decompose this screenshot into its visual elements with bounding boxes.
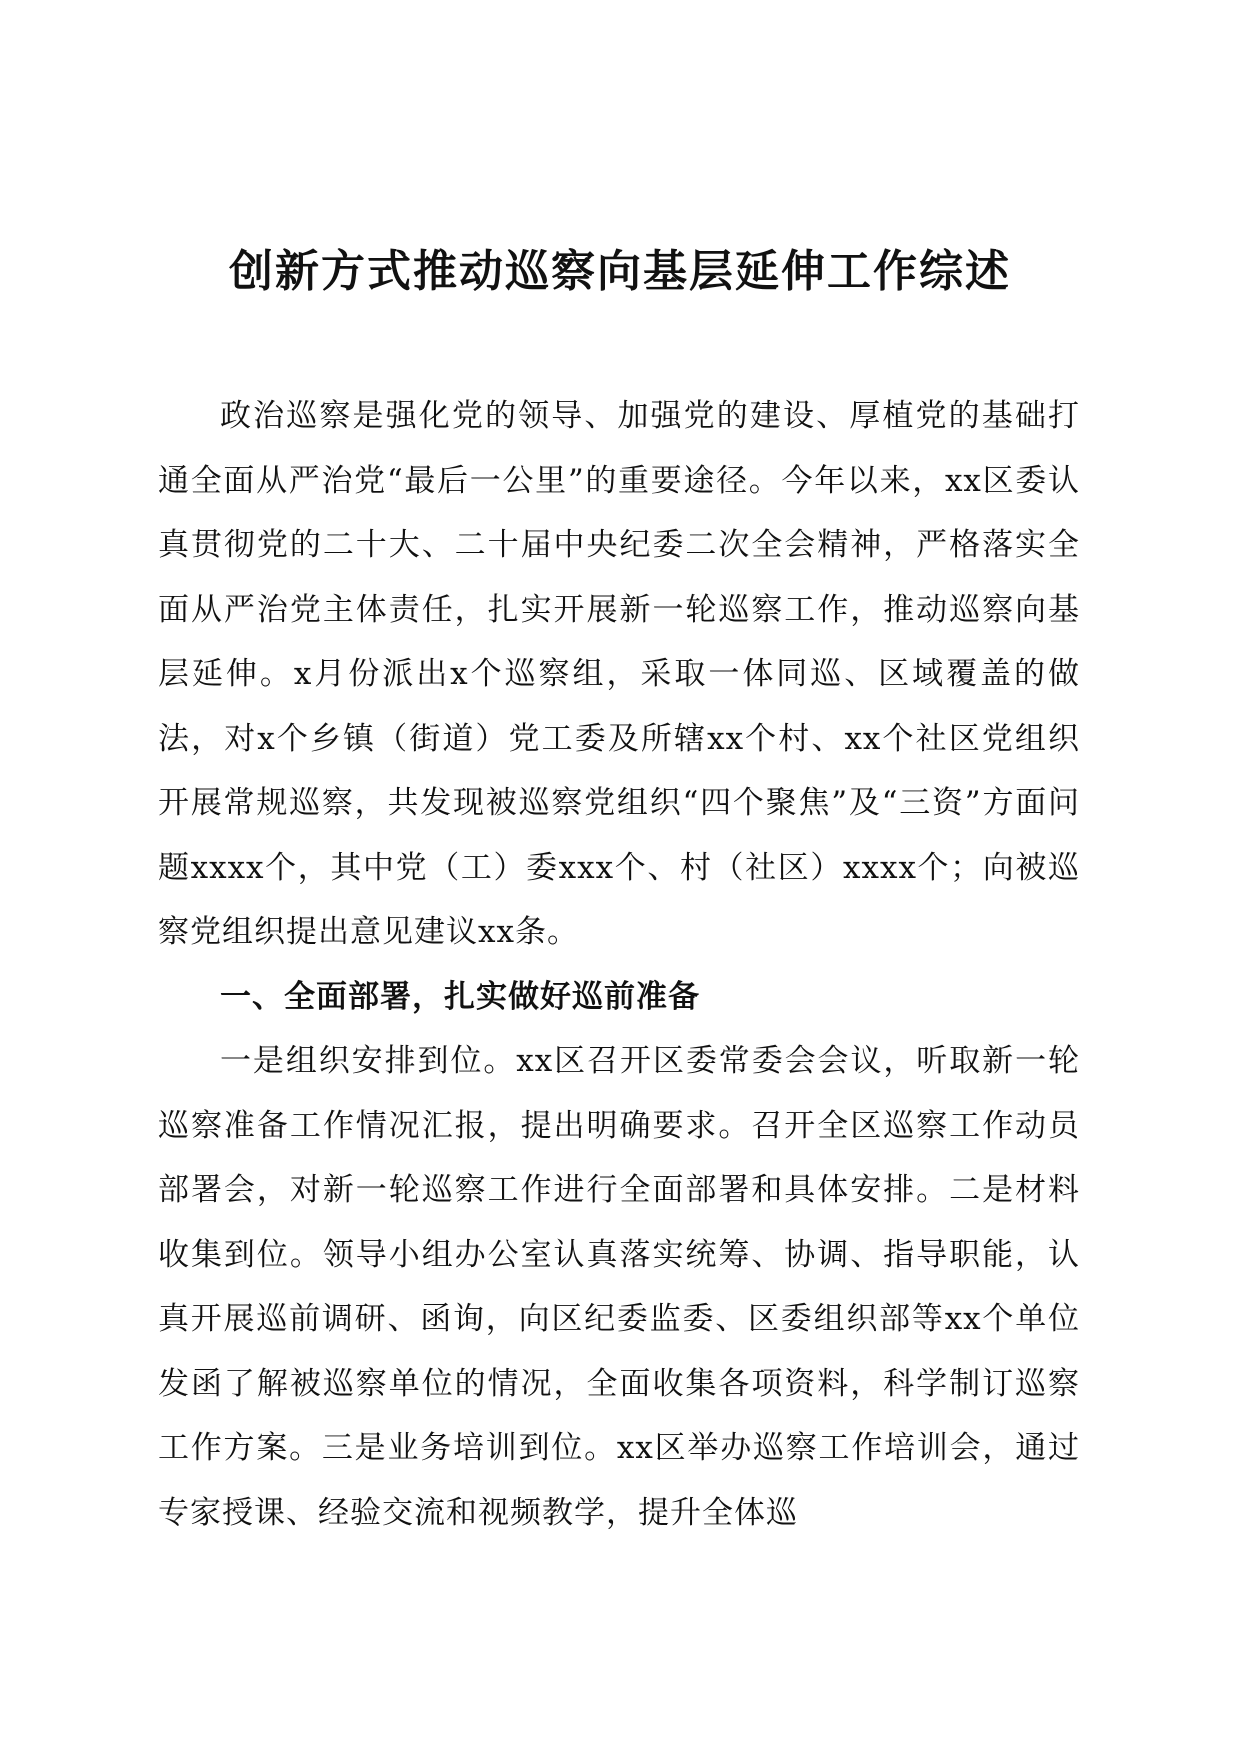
section-1-heading: 一、全面部署，扎实做好巡前准备 <box>220 978 700 1015</box>
document-title: 创新方式推动巡察向基层延伸工作综述 <box>229 246 1011 297</box>
intro-paragraph: 政治巡察是强化党的领导、加强党的建设、厚植党的基础打通全面从严治党“最后一公里”的重要途径。今年以来，xx区委认真贯彻党的二十大、二十届中央纪委二次全会精神，严格落实全面从严治党主体责任，扎实开展新一轮巡察工作，推动巡察向基层延伸。x月份派出x个巡察组，采取一体同巡、区域覆盖的做法，对x个乡镇（街道）党工委及所辖xx个村、xx个社区党组织开展常规巡察，共发现被巡察党组织“四个聚焦”及“三资”方面问题xxxx个，其中党（工）委xxx个、村（社区）xxxx个；向被巡察党组织提出意见建议xx条。 <box>158 398 1080 950</box>
document-body <box>158 384 1080 1545</box>
section-1-paragraph: 一是组织安排到位。xx区召开区委常委会会议，听取新一轮巡察准备工作情况汇报，提出明确要求。召开全区巡察工作动员部署会，对新一轮巡察工作进行全面部署和具体安排。二是材料收集到位。领导小组办公室认真落实统筹、协调、指导职能，认真开展巡前调研、函询，向区纪委监委、区委组织部等xx个单位发函了解被巡察单位的情况，全面收集各项资料，科学制订巡察工作方案。三是业务培训到位。xx区举办巡察工作培训会，通过专家授课、经验交流和视频教学，提升全体巡 <box>158 1043 1080 1531</box>
